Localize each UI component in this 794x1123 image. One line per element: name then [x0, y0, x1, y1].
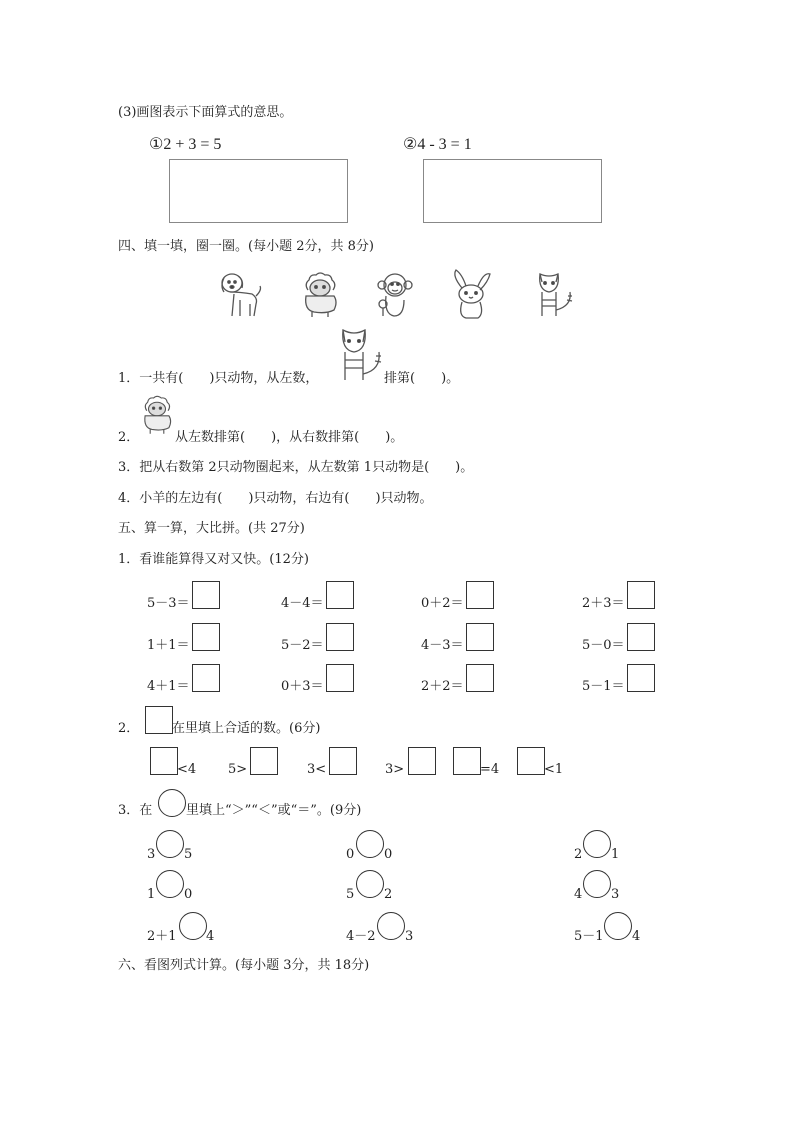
sheep-icon — [140, 392, 174, 438]
compare-right: 3 — [611, 887, 620, 902]
compare-right: 0 — [184, 887, 193, 902]
drawing-area-1[interactable] — [169, 159, 348, 223]
cat-icon — [337, 328, 383, 384]
fill-expression: 3> — [385, 762, 405, 777]
compare-left: 1 — [147, 887, 156, 902]
compare-left: 4 — [574, 887, 583, 902]
fill-box[interactable] — [517, 747, 545, 775]
section5-sub2-text: 在里填上合适的数。(6分) — [172, 721, 321, 736]
sheep-icon — [300, 270, 340, 320]
compare-circle[interactable] — [604, 912, 632, 940]
q3-equation-2: ②4 - 3 = 1 — [403, 136, 472, 153]
section4-item1-text: 1．一共有( )只动物，从左数， — [118, 371, 319, 386]
compare-left: 2 — [574, 847, 583, 862]
answer-box[interactable] — [326, 581, 354, 609]
section5-title: 五、算一算，大比拼。(共 27分) — [118, 521, 305, 536]
calc-expression: 1＋1＝ — [147, 638, 190, 653]
calc-expression: 5－1＝ — [582, 679, 625, 694]
answer-box[interactable] — [466, 664, 494, 692]
fill-expression: 3< — [307, 762, 327, 777]
section4-item1-text-end: 排第( )。 — [384, 371, 460, 386]
section4-title: 四、填一填，圈一圈。(每小题 2分，共 8分) — [118, 239, 374, 254]
cat-icon — [532, 270, 576, 320]
fill-expression: <1 — [544, 762, 564, 777]
section6-title: 六、看图列式计算。(每小题 3分，共 18分) — [118, 958, 370, 973]
compare-left: 5 — [346, 887, 355, 902]
calc-expression: 5－2＝ — [281, 638, 324, 653]
square-symbol — [145, 706, 173, 734]
section5-sub3-text: 里填上“＞”“＜”或“＝”。(9分) — [186, 803, 362, 818]
circle-symbol — [158, 789, 186, 817]
compare-right: 0 — [384, 847, 393, 862]
section4-item2-text: 从左数排第( )，从右数排第( )。 — [175, 430, 404, 445]
q3-title: (3)画图表示下面算式的意思。 — [118, 105, 293, 120]
compare-right: 5 — [184, 847, 193, 862]
compare-circle[interactable] — [583, 830, 611, 858]
calc-expression: 2＋3＝ — [582, 596, 625, 611]
fill-expression: =4 — [480, 762, 500, 777]
answer-box[interactable] — [466, 581, 494, 609]
fill-box[interactable] — [150, 747, 178, 775]
calc-expression: 4－3＝ — [421, 638, 464, 653]
section4-item3-text: 3．把从右数第 2只动物圈起来，从左数第 1只动物是( )。 — [118, 460, 474, 475]
monkey-icon — [374, 270, 416, 320]
calc-expression: 0＋2＝ — [421, 596, 464, 611]
compare-circle[interactable] — [583, 870, 611, 898]
calc-expression: 4＋1＝ — [147, 679, 190, 694]
answer-box[interactable] — [192, 623, 220, 651]
answer-box[interactable] — [192, 664, 220, 692]
compare-left: 0 — [346, 847, 355, 862]
calc-expression: 2＋2＝ — [421, 679, 464, 694]
calc-expression: 5－0＝ — [582, 638, 625, 653]
rabbit-icon — [450, 268, 492, 320]
compare-circle[interactable] — [356, 830, 384, 858]
calc-expression: 4－4＝ — [281, 596, 324, 611]
fill-box[interactable] — [408, 747, 436, 775]
section4-item2-number: 2． — [118, 430, 140, 445]
compare-left: 4－2 — [346, 929, 376, 944]
dog-icon — [218, 270, 264, 320]
answer-box[interactable] — [192, 581, 220, 609]
compare-right: 4 — [206, 929, 215, 944]
compare-right: 3 — [405, 929, 414, 944]
compare-circle[interactable] — [377, 912, 405, 940]
answer-box[interactable] — [466, 623, 494, 651]
compare-right: 1 — [611, 847, 620, 862]
calc-expression: 0＋3＝ — [281, 679, 324, 694]
compare-left: 5－1 — [574, 929, 604, 944]
compare-circle[interactable] — [356, 870, 384, 898]
section5-sub2-number: 2． — [118, 721, 140, 736]
answer-box[interactable] — [627, 581, 655, 609]
answer-box[interactable] — [326, 664, 354, 692]
fill-box[interactable] — [329, 747, 357, 775]
compare-circle[interactable] — [156, 870, 184, 898]
drawing-area-2[interactable] — [423, 159, 602, 223]
fill-expression: <4 — [177, 762, 197, 777]
section5-sub1-title: 1．看谁能算得又对又快。(12分) — [118, 552, 309, 567]
fill-box[interactable] — [453, 747, 481, 775]
section5-sub3-number: 3．在 — [118, 803, 153, 818]
section4-item4-text: 4．小羊的左边有( )只动物，右边有( )只动物。 — [118, 491, 433, 506]
compare-circle[interactable] — [156, 830, 184, 858]
calc-expression: 5－3＝ — [147, 596, 190, 611]
compare-circle[interactable] — [179, 912, 207, 940]
fill-expression: 5> — [228, 762, 248, 777]
answer-box[interactable] — [627, 623, 655, 651]
compare-left: 3 — [147, 847, 156, 862]
answer-box[interactable] — [627, 664, 655, 692]
compare-right: 4 — [632, 929, 641, 944]
answer-box[interactable] — [326, 623, 354, 651]
compare-left: 2＋1 — [147, 929, 177, 944]
fill-box[interactable] — [250, 747, 278, 775]
q3-equation-1: ①2 + 3 = 5 — [149, 136, 222, 153]
compare-right: 2 — [384, 887, 393, 902]
